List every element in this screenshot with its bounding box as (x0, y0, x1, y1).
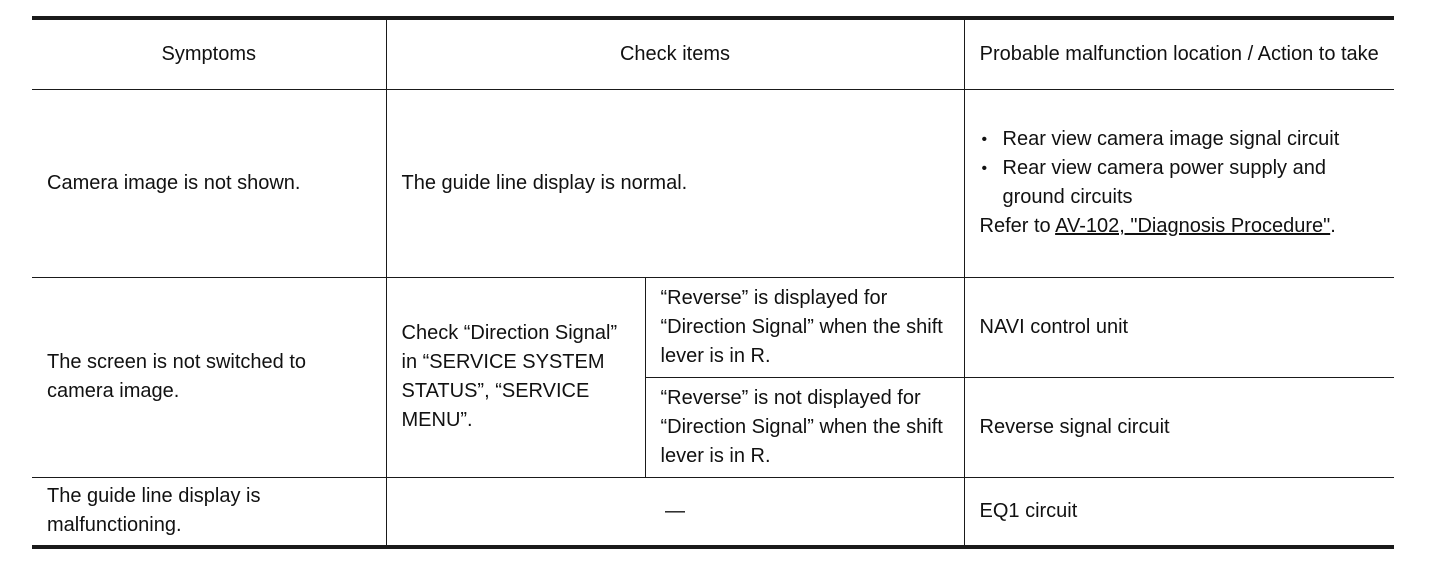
header-probable-location: Probable malfunction location / Action to take (964, 18, 1394, 89)
action-cell: Reverse signal circuit (964, 377, 1394, 477)
table-row (32, 89, 1394, 277)
table-row (32, 277, 1394, 377)
list-item: • Rear view camera image signal circuit (980, 125, 1380, 154)
header-check-items: Check items (386, 18, 964, 89)
action-cell: EQ1 circuit (964, 477, 1394, 547)
condition-cell: “Reverse” is displayed for “Direction Signal” when the shift lever is in R. (645, 277, 964, 377)
header-symptoms: Symptoms (32, 18, 386, 89)
refer-suffix: . (1330, 215, 1336, 237)
condition-cell: “Reverse” is not displayed for “Direction Signal” when the shift lever is in R. (645, 377, 964, 477)
refer-prefix: Refer to (979, 215, 1056, 237)
symptom-cell: Camera image is not shown. (32, 89, 386, 277)
table-row (32, 477, 1394, 547)
refer-line (980, 212, 1380, 241)
header-row (32, 18, 1394, 89)
action-cell (964, 89, 1394, 277)
action-cell: NAVI control unit (964, 277, 1394, 377)
list-item: • Rear view camera power supply and ground circuits (980, 154, 1380, 212)
check-item-cell: — (386, 477, 964, 547)
diagnosis-table (32, 16, 1394, 549)
diagnosis-procedure-link[interactable]: AV-102, "Diagnosis Procedure" (1055, 215, 1331, 237)
check-item-cell: Check “Direction Signal” in “SERVICE SYSTEM STATUS”, “SERVICE MENU”. (386, 277, 645, 477)
symptom-cell: The guide line display is malfunctioning. (32, 477, 386, 547)
symptom-cell: The screen is not switched to camera image. (32, 277, 386, 477)
action-list (980, 125, 1380, 212)
check-item-cell: The guide line display is normal. (386, 89, 964, 277)
